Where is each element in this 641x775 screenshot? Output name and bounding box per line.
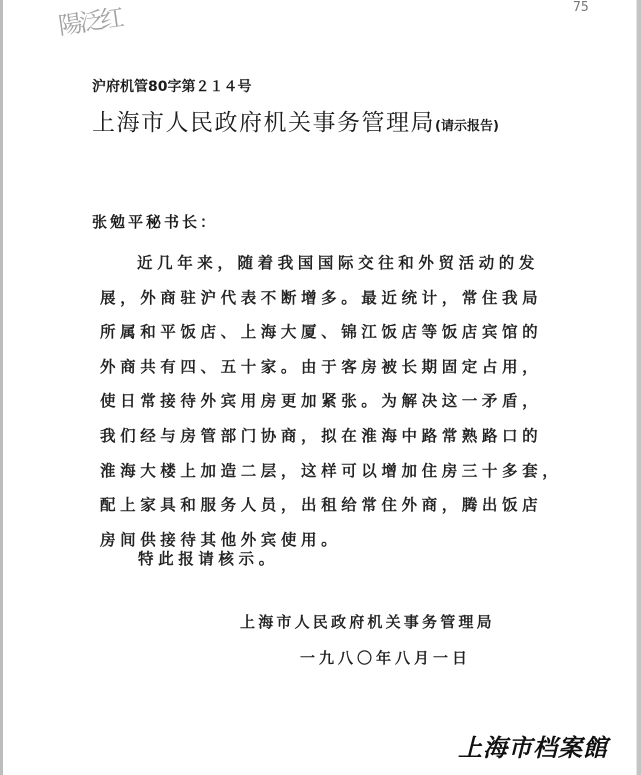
page-number: 75 [573, 0, 589, 15]
body-line: 淮海大楼上加造二层，这样可以增加住房三十多套， [100, 461, 563, 480]
body-line: 近几年来，随着我国国际交往和外贸活动的发 [137, 254, 540, 272]
issuer-name: 上海市人民政府机关事务管理局 [92, 110, 435, 136]
document-number: 沪府机管80字第２１４号 [92, 79, 252, 95]
body-line: 配上家具和服务人员，出租给常住外商，腾出饭店 [100, 496, 543, 515]
archive-watermark: 上海市档案館 [458, 733, 608, 762]
page-edge-left [0, 0, 3, 775]
body-line: 我们经与房管部门协商，拟在淮海中路常熟路口的 [100, 426, 543, 445]
body-line: 展，外商驻沪代表不断增多。最近统计，常住我局 [100, 288, 543, 307]
letter-body [100, 246, 563, 557]
document-type: (请示报告) [435, 119, 499, 134]
body-line: 所属和平饭店、上海大厦、锦江饭店等饭店宾馆的 [100, 323, 543, 342]
document-title [92, 104, 499, 137]
body-line: 房间供接待其他外宾使用。 [100, 530, 342, 549]
closing-line: 特此报请核示。 [138, 550, 279, 568]
signature-date: 一九八〇年八月一日 [300, 649, 472, 667]
page-edge-right [636, 0, 641, 775]
body-line: 使日常接待外宾用房更加紧张。为解决这一矛盾， [100, 392, 543, 411]
body-line: 外商共有四、五十家。由于客房被长期固定占用， [100, 357, 543, 376]
salutation: 张勉平秘书长： [92, 213, 219, 231]
handwritten-annotation: 陽泛红 [56, 3, 123, 41]
signature-organization: 上海市人民政府机关事务管理局 [240, 613, 495, 631]
